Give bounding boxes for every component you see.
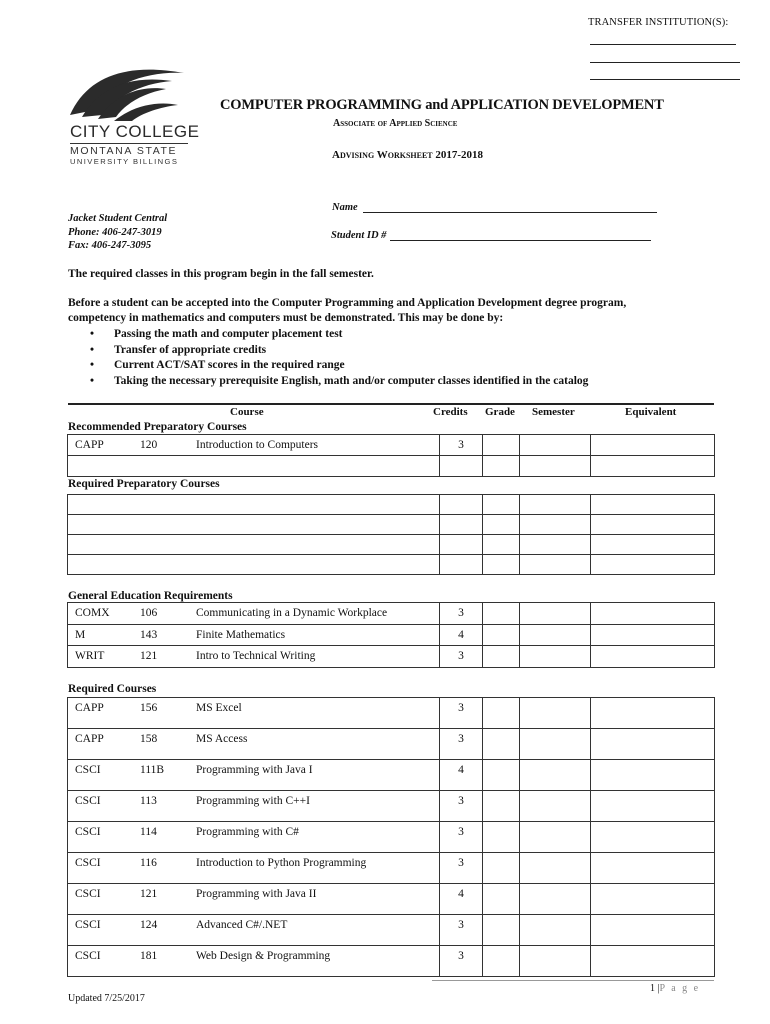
grade-cell[interactable] <box>483 915 520 946</box>
credits-cell <box>440 515 483 535</box>
credits-cell <box>440 555 483 575</box>
course-number: 113 <box>140 795 157 807</box>
contact-fax: Fax: 406-247-3095 <box>68 240 152 251</box>
equivalent-cell[interactable] <box>591 946 715 977</box>
course-code: COMX <box>75 607 110 619</box>
grade-cell[interactable] <box>483 791 520 822</box>
grade-cell[interactable] <box>483 535 520 555</box>
course-code: CSCI <box>75 826 101 838</box>
credits-value: 3 <box>458 439 464 451</box>
table-row <box>68 535 715 555</box>
course-title: Finite Mathematics <box>196 628 286 641</box>
course-title: Programming with C# <box>196 826 299 838</box>
course-title: MS Access <box>196 733 248 745</box>
equivalent-cell[interactable] <box>591 646 715 668</box>
credits-cell <box>440 535 483 555</box>
contact-info <box>68 212 167 253</box>
table-row <box>68 435 715 456</box>
column-header-semester: Semester <box>532 406 575 418</box>
equivalent-cell[interactable] <box>591 435 715 456</box>
course-code: CSCI <box>75 919 101 931</box>
course-cell <box>68 698 440 729</box>
equivalent-cell[interactable] <box>591 555 715 575</box>
equivalent-cell[interactable] <box>591 760 715 791</box>
table-row <box>68 946 715 977</box>
course-code: CSCI <box>75 764 101 776</box>
equivalent-cell[interactable] <box>591 624 715 646</box>
grade-cell[interactable] <box>483 495 520 515</box>
list-item: • Transfer of appropriate credits <box>90 343 588 359</box>
credits-cell <box>440 603 483 625</box>
table-row <box>68 760 715 791</box>
semester-cell[interactable] <box>520 698 591 729</box>
table-row <box>68 698 715 729</box>
acceptance-text-line-1: Before a student can be accepted into the Computer Programming and Application Development degree program, <box>68 297 627 309</box>
credits-value: 4 <box>458 628 464 641</box>
equivalent-cell[interactable] <box>591 915 715 946</box>
list-item: • Passing the math and computer placement test <box>90 327 588 343</box>
contact-phone: Phone: 406-247-3019 <box>68 226 162 238</box>
course-number: 111B <box>140 764 165 776</box>
credits-value: 3 <box>458 950 464 962</box>
semester-cell[interactable] <box>520 435 591 456</box>
credits-value: 4 <box>458 764 464 776</box>
course-number: 114 <box>140 826 157 838</box>
table-row <box>68 915 715 946</box>
course-title: Advanced C#/.NET <box>196 919 288 931</box>
table-row <box>68 495 715 515</box>
fall-semester-note: The required classes in this program begin in the fall semester. <box>68 268 374 280</box>
section-label-required-prep: Required Preparatory Courses <box>68 478 220 490</box>
course-title: Intro to Technical Writing <box>196 650 316 662</box>
column-header-credits: Credits <box>433 406 468 418</box>
course-table-gen-ed <box>67 602 715 668</box>
course-code: CSCI <box>75 950 101 962</box>
credits-cell <box>440 760 483 791</box>
course-title: MS Excel <box>196 702 242 714</box>
credits-cell <box>440 698 483 729</box>
table-row <box>68 646 715 668</box>
course-code: M <box>75 628 86 641</box>
transfer-institution-line-3[interactable] <box>590 79 740 80</box>
course-cell <box>68 555 440 575</box>
course-cell <box>68 515 440 535</box>
semester-cell[interactable] <box>520 515 591 535</box>
table-row <box>68 729 715 760</box>
column-header-equivalent: Equivalent <box>625 406 677 418</box>
course-cell <box>68 456 440 477</box>
course-title: Introduction to Python Programming <box>196 857 367 869</box>
semester-cell[interactable] <box>520 791 591 822</box>
list-item: • Taking the necessary prerequisite English, math and/or computer classes identified in the catalog <box>90 374 588 390</box>
table-row <box>68 603 715 625</box>
table-row <box>68 791 715 822</box>
column-header-course: Course <box>230 406 264 418</box>
grade-cell[interactable] <box>483 456 520 477</box>
section-label-gen-ed: General Education Requirements <box>68 590 233 602</box>
credits-cell <box>440 456 483 477</box>
table-row <box>68 456 715 477</box>
equivalent-cell[interactable] <box>591 495 715 515</box>
equivalent-cell[interactable] <box>591 698 715 729</box>
course-number: 121 <box>140 888 158 900</box>
acceptance-text-line-2: competency in mathematics and computers must be demonstrated. This may be done by: <box>68 312 504 324</box>
swoosh-logo-mark <box>68 65 192 123</box>
course-number: 181 <box>140 950 158 962</box>
credits-cell <box>440 822 483 853</box>
column-header-grade: Grade <box>485 406 515 418</box>
degree-subtitle: Associate of Applied Science <box>333 118 458 129</box>
course-code: CSCI <box>75 857 101 869</box>
equivalent-cell[interactable] <box>591 456 715 477</box>
course-title: Programming with Java II <box>196 888 317 900</box>
course-cell <box>68 624 440 646</box>
course-code: CSCI <box>75 888 101 900</box>
course-cell <box>68 915 440 946</box>
semester-cell[interactable] <box>520 884 591 915</box>
page-word: P a g e <box>659 983 701 994</box>
grade-cell[interactable] <box>483 946 520 977</box>
grade-cell[interactable] <box>483 853 520 884</box>
course-cell <box>68 946 440 977</box>
course-code: CAPP <box>75 702 104 714</box>
grade-cell[interactable] <box>483 515 520 535</box>
credits-cell <box>440 495 483 515</box>
page-number: 1 <box>650 983 655 994</box>
student-id-label: Student ID # <box>331 230 387 241</box>
transfer-institution-line-2[interactable] <box>590 62 740 63</box>
grade-cell[interactable] <box>483 435 520 456</box>
footer-rule <box>432 980 714 981</box>
credits-cell <box>440 729 483 760</box>
credits-value: 3 <box>458 826 464 838</box>
credits-cell <box>440 646 483 668</box>
course-number: 143 <box>140 628 158 641</box>
semester-cell[interactable] <box>520 624 591 646</box>
credits-cell <box>440 435 483 456</box>
semester-cell[interactable] <box>520 822 591 853</box>
student-id-field[interactable] <box>390 240 651 241</box>
logo-divider <box>70 143 188 144</box>
logo-montana-state-text: MONTANA STATE <box>70 145 178 157</box>
equivalent-cell[interactable] <box>591 603 715 625</box>
grade-cell[interactable] <box>483 698 520 729</box>
course-title: Introduction to Computers <box>196 439 319 451</box>
semester-cell[interactable] <box>520 495 591 515</box>
grade-cell[interactable] <box>483 624 520 646</box>
semester-cell[interactable] <box>520 853 591 884</box>
equivalent-cell[interactable] <box>591 822 715 853</box>
page-indicator: 1 |P a g e <box>650 983 701 994</box>
course-cell <box>68 884 440 915</box>
grade-cell[interactable] <box>483 822 520 853</box>
semester-cell[interactable] <box>520 946 591 977</box>
course-cell <box>68 435 440 456</box>
course-number: 106 <box>140 607 158 619</box>
credits-cell <box>440 853 483 884</box>
equivalent-cell[interactable] <box>591 791 715 822</box>
semester-cell[interactable] <box>520 915 591 946</box>
section-label-required: Required Courses <box>68 683 157 695</box>
semester-cell[interactable] <box>520 555 591 575</box>
table-row <box>68 853 715 884</box>
course-title: Web Design & Programming <box>196 950 331 962</box>
table-row <box>68 822 715 853</box>
semester-cell[interactable] <box>520 456 591 477</box>
grade-cell[interactable] <box>483 729 520 760</box>
name-field[interactable] <box>363 212 657 213</box>
transfer-institutions-label: TRANSFER INSTITUTION(S): <box>588 17 729 28</box>
credits-value: 3 <box>458 733 464 745</box>
contact-office: Jacket Student Central <box>68 213 168 224</box>
credits-cell <box>440 791 483 822</box>
course-title: Programming with Java I <box>196 764 313 776</box>
worksheet-title: Advising Worksheet 2017-2018 <box>332 149 484 161</box>
course-code: CAPP <box>75 439 104 451</box>
logo-university-billings-text: UNIVERSITY BILLINGS <box>70 157 179 166</box>
course-cell <box>68 603 440 625</box>
transfer-institution-line-1[interactable] <box>590 44 736 45</box>
course-cell <box>68 495 440 515</box>
table-row <box>68 624 715 646</box>
semester-cell[interactable] <box>520 646 591 668</box>
course-cell <box>68 729 440 760</box>
credits-cell <box>440 915 483 946</box>
credits-value: 4 <box>458 888 464 900</box>
logo-city-college-text: CITY COLLEGE <box>70 122 200 141</box>
semester-cell[interactable] <box>520 603 591 625</box>
table-row <box>68 555 715 575</box>
table-row <box>68 515 715 535</box>
course-code: CSCI <box>75 795 101 807</box>
credits-cell <box>440 946 483 977</box>
grade-cell[interactable] <box>483 603 520 625</box>
course-title: Programming with C++I <box>196 795 310 807</box>
semester-cell[interactable] <box>520 535 591 555</box>
program-title: COMPUTER PROGRAMMING and APPLICATION DEVELOPMENT <box>220 97 664 113</box>
credits-value: 3 <box>458 607 464 619</box>
credits-value: 3 <box>458 702 464 714</box>
grade-cell[interactable] <box>483 555 520 575</box>
credits-value: 3 <box>458 650 464 662</box>
city-college-logo <box>68 65 200 170</box>
credits-value: 3 <box>458 795 464 807</box>
course-table-required-prep <box>67 494 715 575</box>
credits-value: 3 <box>458 919 464 931</box>
equivalent-cell[interactable] <box>591 853 715 884</box>
course-number: 116 <box>140 857 157 869</box>
course-cell <box>68 646 440 668</box>
course-cell <box>68 822 440 853</box>
course-cell <box>68 535 440 555</box>
equivalent-cell[interactable] <box>591 884 715 915</box>
list-item: • Current ACT/SAT scores in the required range <box>90 358 588 374</box>
equivalent-cell[interactable] <box>591 729 715 760</box>
semester-cell[interactable] <box>520 729 591 760</box>
grade-cell[interactable] <box>483 646 520 668</box>
name-label: Name <box>332 202 358 213</box>
course-code: CAPP <box>75 733 104 745</box>
course-number: 120 <box>140 439 158 451</box>
grade-cell[interactable] <box>483 884 520 915</box>
semester-cell[interactable] <box>520 760 591 791</box>
course-number: 124 <box>140 919 158 931</box>
table-row <box>68 884 715 915</box>
equivalent-cell[interactable] <box>591 535 715 555</box>
competency-options-list <box>90 327 588 389</box>
course-code: WRIT <box>75 650 105 662</box>
course-number: 121 <box>140 650 158 662</box>
course-cell <box>68 853 440 884</box>
credits-cell <box>440 884 483 915</box>
course-table-required <box>67 697 715 977</box>
course-number: 156 <box>140 702 158 714</box>
credits-cell <box>440 624 483 646</box>
course-table-recommended <box>67 434 715 477</box>
credits-value: 3 <box>458 857 464 869</box>
updated-date: Updated 7/25/2017 <box>68 993 145 1004</box>
table-header-rule <box>68 403 714 405</box>
course-title: Communicating in a Dynamic Workplace <box>196 607 388 619</box>
equivalent-cell[interactable] <box>591 515 715 535</box>
course-cell <box>68 760 440 791</box>
course-number: 158 <box>140 733 158 745</box>
course-cell <box>68 791 440 822</box>
grade-cell[interactable] <box>483 760 520 791</box>
section-label-recommended: Recommended Preparatory Courses <box>68 421 247 433</box>
